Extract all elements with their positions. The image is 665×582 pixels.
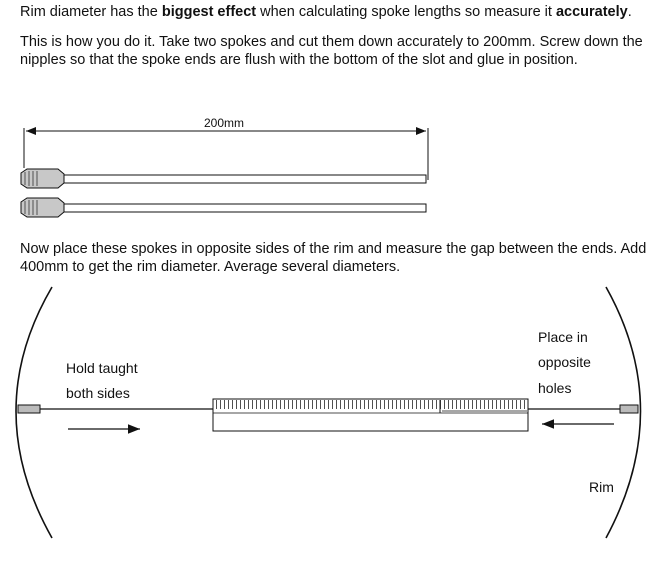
intro-emphasis-accurately: accurately <box>555 4 628 20</box>
step1-instructions: This is how you do it. Take two spokes and cut them down accurately to 200mm. Screw down the nipples so that the spoke ends are flush with the bottom of the slot and glue in position. <box>20 34 643 68</box>
intro-part-1: Rim diameter has the <box>20 4 162 20</box>
spoke-diagram <box>21 116 428 217</box>
intro-part-3: when calculating spoke lengths so measure it <box>256 4 556 20</box>
intro-emphasis-biggest-effect: biggest effect <box>161 4 257 20</box>
nipple-icon <box>21 198 64 217</box>
spoke-2 <box>21 198 426 217</box>
spoke-shaft <box>64 204 426 212</box>
label-holes: holes <box>538 380 572 396</box>
nipple-icon <box>21 169 64 188</box>
ruler <box>213 399 528 431</box>
rim-diagram <box>16 287 641 538</box>
label-rim: Rim <box>589 479 614 495</box>
nipple-right-icon <box>620 405 638 413</box>
spoke-shaft <box>64 175 426 183</box>
label-both-sides: both sides <box>66 385 130 401</box>
ruler-ticks <box>214 400 527 412</box>
spoke-1 <box>21 169 426 188</box>
label-place-in: Place in <box>538 329 588 345</box>
step2-instructions: Now place these spokes in opposite sides of the rim and measure the gap between the ends. Add 400mm to get the rim diameter. Average several diameters. <box>20 241 647 275</box>
intro-part-5: . <box>627 4 632 20</box>
dimension-label: 200mm <box>203 116 245 130</box>
nipple-left-icon <box>18 405 40 413</box>
label-hold-taught: Hold taught <box>66 360 138 376</box>
label-opposite: opposite <box>538 354 591 370</box>
